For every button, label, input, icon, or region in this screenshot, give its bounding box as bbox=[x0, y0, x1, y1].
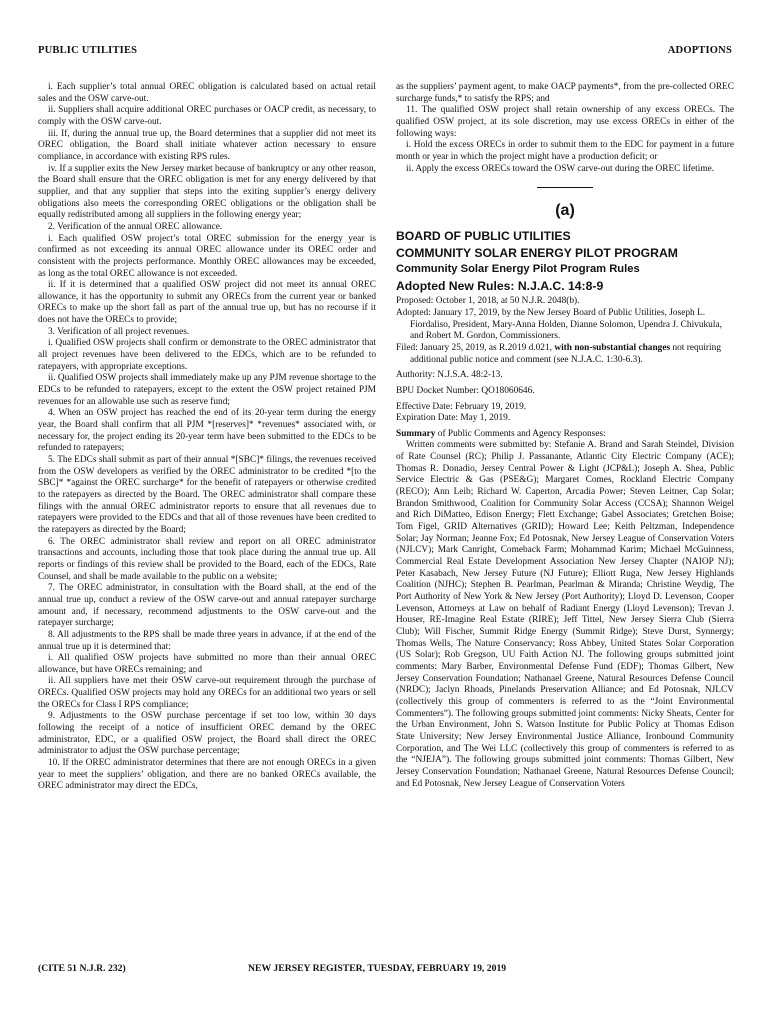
right-column bbox=[396, 82, 734, 790]
paragraph: ii. Qualified OSW projects shall immediately make up any PJM revenue shortage to the EDCs to be refunded to ratepayers, except to the extent the OSW project retained PJM revenues for an allowable use such as reserve fund; bbox=[38, 373, 376, 407]
authority-line: Authority: N.J.S.A. 48:2-13. bbox=[396, 370, 503, 381]
paragraph: iv. If a supplier exits the New Jersey market because of bankruptcy or any other reason, the Board shall ensure that the OREC obligation is met for any energy delivered by that supplier, and that any supplier that steps into the exiting supplier’s energy delivery obligations also meets the corresponding OREC obligations or the obligation shall be equally redistributed among all suppliers in the following energy year; bbox=[38, 163, 376, 221]
paragraph: i. All qualified OSW projects have submitted no more than their annual OREC allowance, but have ORECs remaining; and bbox=[38, 653, 376, 675]
paragraph: ii. All suppliers have met their OSW carve-out requirement through the purchase of ORECs. Qualified OSW projects may hold any ORECs for an additional two years or sell the ORECs for Class I RPS compliance; bbox=[38, 676, 376, 710]
paragraph: ii. Suppliers shall acquire additional OREC purchases or OACP credit, as necessary, to comply with the OSW carve-out. bbox=[38, 105, 376, 127]
proposed-line: Proposed: October 1, 2018, at 50 N.J.R. 2048(b). bbox=[396, 296, 580, 307]
summary-heading bbox=[396, 429, 734, 441]
comments-paragraph: Written comments were submitted by: Stefanie A. Brand and Sarah Steindel, Division of Rate Counsel (RC); Philip J. Passanante, Atlantic City Electric Company (ACE); Thomas R. Donadio, Jersey Central Power & Light (JCP&L); Joseph A. Shea, Public Service Electric & Gas (PSE&G); Margaret Comes, Rockland Electric Company (RECO); Ann Leib; Richard W. Caperton, Arcadia Power; Steven Leitner, Cap Solar; Brandon Smithwood, Coalition for Community Solar Access (CCSA); Shannon Weigel and Rich DiMatteo, Edison Energy; Flett Exchange; Gabel Associates; Gretchen Boise; Tom Figel, GRID Alternatives (GRID); Howard Lee; Keith Peltzman, Independence Solar; Jay Norman; Jeanne Fox; Ed Potosnak, New Jersey League of Conservation Voters (NJLCV); Mark Canright, Comeback Farm; Mohammad Karim; Michael McGuinness, Commercial Real Estate Development Association New Jersey Chapter (NAIOP NJ); Peter Kasabach, New Jersey Future (NJ Future); Elliott Ruga, New Jersey Highlands Coalition (NJHC); Stephen B. Pearlman, Pearlman & Miranda; Christine Weydig, The Port Authority of New York & New Jersey (Port Authority); Lloyd D. Levenson, Cooper Levenson, Attorneys at Law on behalf of Radiant Energy (Lloyd Levenson); Trevan J. Houser, RE-Imagine Real Estate (RIRE); Jeff Tittel, New Jersey Sierra Club (Sierra Club); Will Fischer, Summit Ridge Energy (Summit Ridge); Steve Durst, Synnergy; Thomas Wells, The Nature Conservancy; Ross Abbey, United States Solar Corporation (US Solar); Rob Gregson, UU Faith Action NJ. The following groups submitted joint comments: Mary Barber, Environmental Defense Fund (EDF); Thomas Gilbert, New Jersey Conservation Foundation; Nathanael Greene, Natural Resources Defense Council (NRDC); Jaclyn Rhoads, Pinelands Preservation Alliance; and Ed Potosnak, NJLCV (collectively this group of commenters is referred to as the “Joint Environmental Commenters”). The following groups submitted joint comments: Nicky Sheats, Center for the Urban Environment, John S. Watson Institute for Public Policy at Thomas Edison State University; New Jersey Environmental Justice Alliance, Ironbound Community Corporation, and The Wei LLC (collectively this group of commenters is referred to as the “NJEJA”). The following groups submitted joint comments: Thomas Gilbert, New Jersey Conservation Foundation; Nathanael Greene, Natural Resources Defense Council; and Ed Potosnak, New Jersey League of Conservation Voters bbox=[396, 440, 734, 789]
filed-suffix: not requiring additional public notice and comment (see N.J.A.C. 1:30-6.3). bbox=[410, 342, 721, 365]
filed-prefix: Filed: January 25, 2019, as R.2019 d.021, bbox=[396, 342, 555, 353]
agency-heading: BOARD OF PUBLIC UTILITIES bbox=[396, 229, 571, 244]
paragraph: as the suppliers’ payment agent, to make OACP payments*, from the pre-collected OREC surcharge funds,* to satisfy the RPS; and bbox=[396, 82, 734, 104]
section-name: PUBLIC UTILITIES bbox=[38, 45, 138, 56]
rules-title: Community Solar Energy Pilot Program Rules bbox=[396, 263, 640, 276]
paragraph: iii. If, during the annual true up, the Board determines that a supplier did not meet its OREC obligation, the Board shall initiate whatever action necessary to ensure compliance, in accordance with existing RPS rules. bbox=[38, 128, 376, 162]
paragraph: 10. If the OREC administrator determines that there are not enough ORECs in a given year to meet the suppliers’ obligation, and there are no banked ORECs available, the OREC administrator may direct the EDCs, bbox=[38, 758, 376, 792]
filed-changes: with non-substantial changes bbox=[554, 342, 671, 353]
effective-date: Effective Date: February 19, 2019. bbox=[396, 401, 527, 412]
notice-letter: (a) bbox=[555, 202, 575, 220]
summary-rest: of Public Comments and Agency Responses: bbox=[435, 428, 606, 439]
left-column bbox=[38, 82, 376, 793]
paragraph: i. Hold the excess ORECs in order to submit them to the EDC for payment in a future month or year in which the project might have a production deficit; or bbox=[396, 140, 734, 162]
paragraph: 5. The EDCs shall submit as part of their annual *[SBC]* filings, the revenues received from the OSW developers as verified by the OREC administrator to be credited *[to the SBC]* *against the OREC surcharge* for the benefit of ratepayers or otherwise credited to the ratepayers as directed by the Board. The OREC administrator shall compare these filings with the annual OREC administrator reports to ensure that all revenues due to ratepayers were provided to the EDCs and that all of those revenues have been credited to the ratepayers as directed by the Board; bbox=[38, 455, 376, 535]
paragraph: i. Qualified OSW projects shall confirm or demonstrate to the OREC administrator that all project revenues have been delivered to the EDCs, which are to be refunded to ratepayers, with appropriate exceptions. bbox=[38, 338, 376, 372]
adopted-rules-heading: Adopted New Rules: N.J.A.C. 14:8-9 bbox=[396, 279, 604, 294]
page-footer bbox=[38, 963, 732, 974]
expiration-date: Expiration Date: May 1, 2019. bbox=[396, 413, 511, 424]
adopted-line: Adopted: January 17, 2019, by the New Jersey Board of Public Utilities, Joseph L. Fiordaliso, President, Mary-Anna Holden, Dianne Solomon, Upendra J. Chivukula, and Robert M. Gordon, Commissioners. bbox=[396, 307, 722, 342]
paragraph: i. Each qualified OSW project’s total OREC submission for the energy year is confirmed as not exceeding its annual OREC allowance under its OREC order and consistent with the projects performance. Monthly OREC allowances may be exceeded, as long as the total OREC allowance is not exceeded. bbox=[38, 233, 376, 279]
summary-label: Summary bbox=[396, 428, 436, 439]
program-heading: COMMUNITY SOLAR ENERGY PILOT PROGRAM bbox=[396, 246, 678, 261]
paragraph: 9. Adjustments to the OSW purchase percentage if set too low, within 30 days following the receipt of a notice of insufficient OREC demand by the OREC administrator, EDC, or a qualified OSW project, the Board shall direct the OREC administrator to adjust the OSW purchase percentage; bbox=[38, 711, 376, 757]
paragraph: 4. When an OSW project has reached the end of its 20-year term during the energy year, the Board shall confirm that all PJM *[reserves]* *revenues* associated with, or necessary for, the project ending its 20-year term have been submitted to the EDCs to be refunded to ratepayers; bbox=[38, 408, 376, 454]
section-divider bbox=[537, 187, 593, 188]
paragraph: ii. Apply the excess ORECs toward the OSW carve-out during the OREC lifetime. bbox=[406, 163, 715, 174]
category-name: ADOPTIONS bbox=[667, 45, 732, 56]
paragraph: 8. All adjustments to the RPS shall be made three years in advance, if at the end of the annual true up it is determined that: bbox=[38, 629, 376, 652]
paragraph: i. Each supplier’s total annual OREC obligation is calculated based on actual retail sales and the OSW carve-out. bbox=[38, 82, 376, 104]
paragraph: 11. The qualified OSW project shall retain ownership of any excess ORECs. The qualified OSW project, at its sole discretion, may use excess ORECs in either of the following ways: bbox=[396, 105, 734, 139]
register-date: NEW JERSEY REGISTER, TUESDAY, FEBRUARY 19, 2019 bbox=[248, 963, 507, 974]
paragraph: 3. Verification of all project revenues. bbox=[48, 326, 190, 337]
running-header bbox=[38, 45, 732, 56]
docket-line: BPU Docket Number: QO18060646. bbox=[396, 385, 535, 396]
paragraph: 7. The OREC administrator, in consultation with the Board shall, at the end of the annual true up, conduct a review of the OSW carve-out and annual ratepayer surcharge amount and, if necessary, recommend adjustments to the OSW carve-out and the ratepayer surcharge; bbox=[38, 583, 376, 629]
paragraph: ii. If it is determined that a qualified OSW project did not meet its annual OREC allowance, it has the opportunity to submit any ORECs from the current year or banked ORECs to make up the short fall as part of the annual true up, but has no recourse if it does not have the ORECs to provide; bbox=[38, 280, 376, 326]
citation: (CITE 51 N.J.R. 232) bbox=[38, 963, 126, 974]
paragraph: 2. Verification of the annual OREC allowance. bbox=[48, 221, 223, 232]
paragraph: 6. The OREC administrator shall review and report on all OREC administrator transactions and accounts, including those that took place during the annual true up. All reports or findings of this review shall be provided to the Board, each of the EDCs, Rate Counsel, and shall be made available to the public on a website; bbox=[38, 536, 376, 582]
filed-line bbox=[396, 343, 734, 366]
